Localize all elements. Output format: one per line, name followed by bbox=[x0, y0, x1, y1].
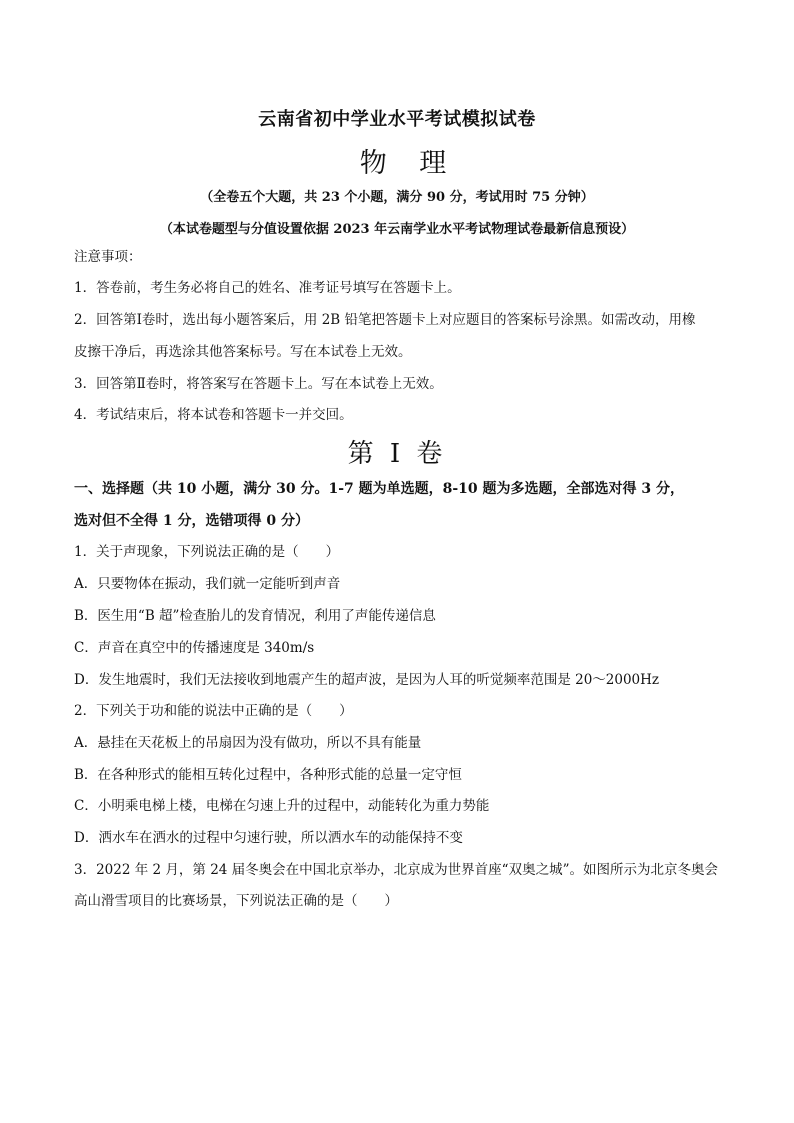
question-option: D．洒水车在洒水的过程中匀速行驶，所以洒水车的动能保持不变 bbox=[74, 830, 463, 846]
question-option: C．小明乘电梯上楼，电梯在匀速上升的过程中，动能转化为重力势能 bbox=[74, 798, 490, 814]
question-stem: 1．关于声现象，下列说法正确的是（ ） bbox=[74, 544, 340, 560]
section-heading: 一、选择题（共 10 小题，满分 30 分。1-7 题为单选题，8-10 题为多选题，全部选对得 3 分， bbox=[74, 481, 685, 497]
question-stem: 2．下列关于功和能的说法中正确的是（ ） bbox=[74, 703, 353, 719]
question-option: B．医生用“B 超”检查胎儿的发育情况，利用了声能传递信息 bbox=[74, 608, 436, 624]
notes-item: 4．考试结束后，将本试卷和答题卡一并交回。 bbox=[74, 407, 353, 423]
notes-item: 3．回答第Ⅱ卷时，将答案写在答题卡上。写在本试卷上无效。 bbox=[74, 376, 443, 392]
notes-item: 2．回答第Ⅰ卷时，选出每小题答案后，用 2B 铅笔把答题卡上对应题目的答案标号涂黑。如需改动，用橡 bbox=[74, 312, 696, 328]
question-option: B．在各种形式的能相互转化过程中，各种形式能的总量一定守恒 bbox=[74, 767, 462, 783]
question-option: C．声音在真空中的传播速度是 340m/s bbox=[74, 640, 315, 656]
question-option: A．只要物体在振动，我们就一定能听到声音 bbox=[74, 576, 341, 592]
volume-title: 第 I 卷 bbox=[347, 439, 447, 469]
section-heading-cont: 选对但不全得 1 分，选错项得 0 分） bbox=[74, 513, 309, 529]
question-stem-cont: 高山滑雪项目的比赛场景，下列说法正确的是（ ） bbox=[74, 893, 398, 909]
question-option: D．发生地震时，我们无法接收到地震产生的超声波，是因为人耳的听觉频率范围是 20～2000Hz bbox=[74, 672, 660, 688]
subject-title: 物 理 bbox=[359, 148, 459, 179]
question-stem: 3．2022 年 2 月，第 24 届冬奥会在中国北京举办，北京成为世界首座“双奥之城”。如图所示为北京冬奥会 bbox=[74, 862, 718, 878]
exam-info-line: （全卷五个大题，共 23 个小题，满分 90 分，考试用时 75 分钟） bbox=[200, 190, 594, 205]
notes-item: 1．答卷前，考生务必将自己的姓名、准考证号填写在答题卡上。 bbox=[74, 280, 461, 296]
notes-heading: 注意事项： bbox=[74, 249, 142, 265]
exam-title: 云南省初中学业水平考试模拟试卷 bbox=[258, 109, 536, 130]
question-option: A．悬挂在天花板上的吊扇因为没有做功，所以不具有能量 bbox=[74, 735, 422, 751]
exam-basis-line: （本试卷题型与分值设置依据 2023 年云南学业水平考试物理试卷最新信息预设） bbox=[159, 222, 635, 237]
notes-item: 皮擦干净后，再选涂其他答案标号。写在本试卷上无效。 bbox=[74, 344, 412, 360]
